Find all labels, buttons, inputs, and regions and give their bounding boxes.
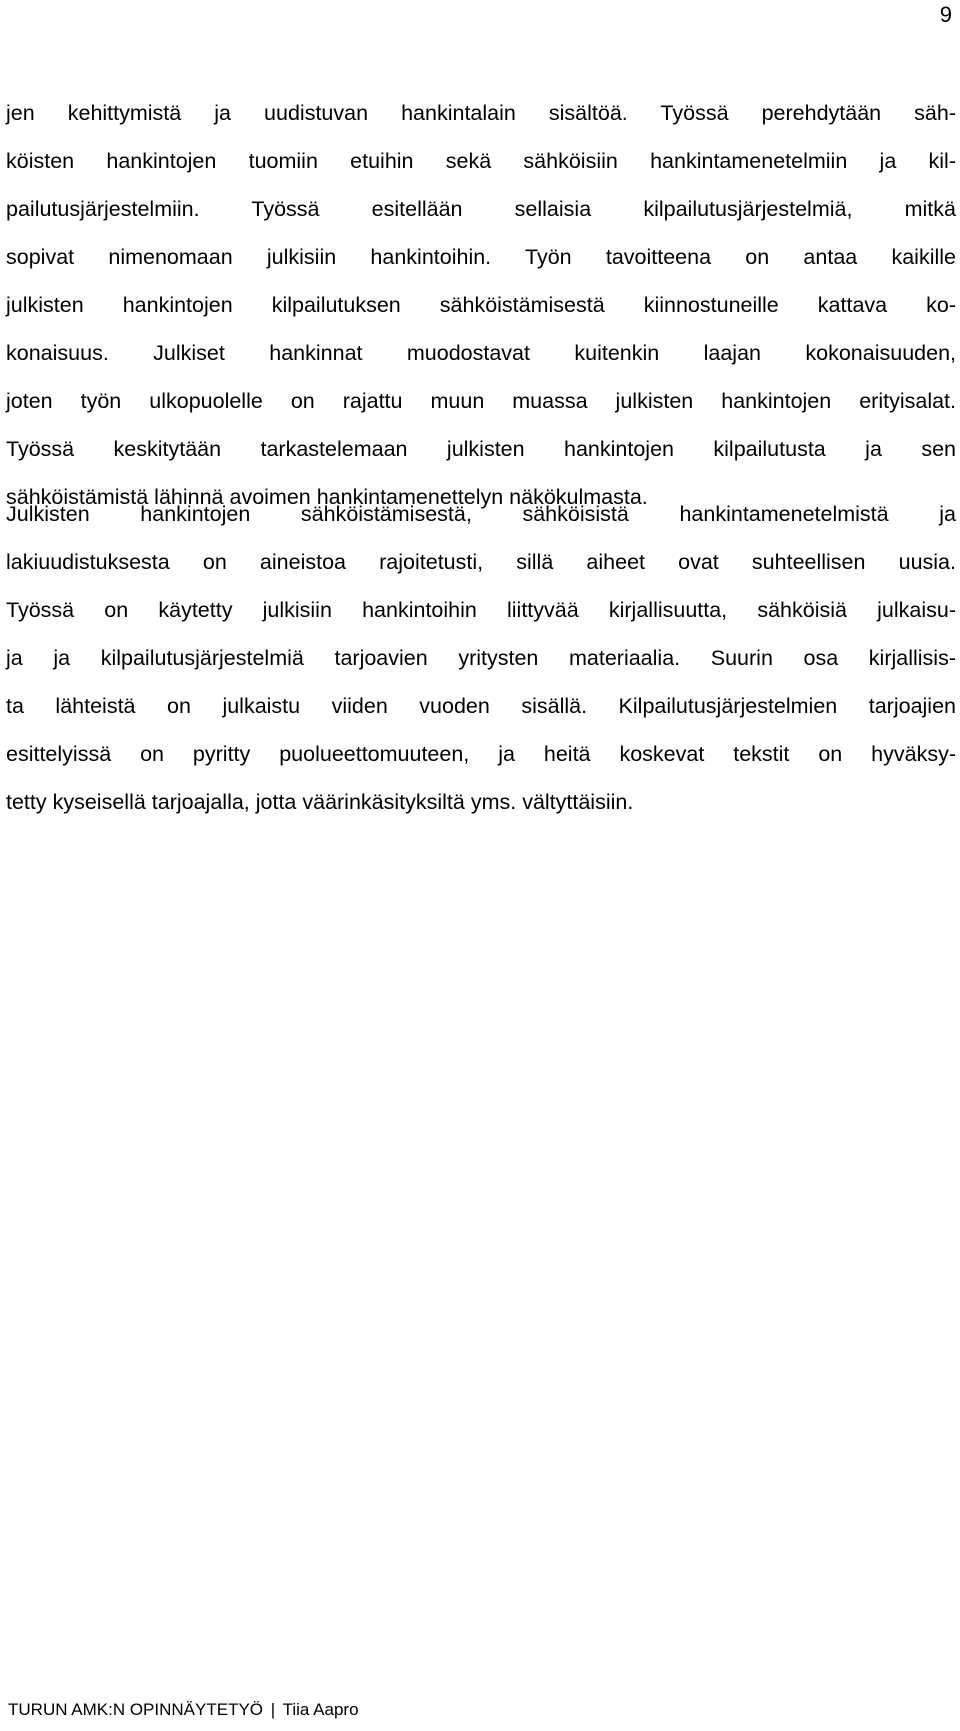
text-line: julkisten hankintojen kilpailutuksen sähköistämisestä kiinnostuneille kattava ko- [6,293,956,317]
text-line: sopivat nimenomaan julkisiin hankintoihin. Työn tavoitteena on antaa kaikille [6,245,956,269]
text-line: Julkisten hankintojen sähköistämisestä, sähköisistä hankintamenetelmistä ja [6,502,956,526]
footer-institution: TURUN AMK:N OPINNÄYTETYÖ [8,1700,264,1719]
page-number: 9 [939,2,952,27]
text-line: esittelyissä on pyritty puolueettomuuteen, ja heitä koskevat tekstit on hyväksy- [6,742,956,766]
text-line: pailutusjärjestelmiin. Työssä esitellään sellaisia kilpailutusjärjestelmiä, mitkä [6,197,956,221]
text-line: Työssä keskitytään tarkastelemaan julkisten hankintojen kilpailutusta ja sen [6,437,956,461]
text-line: ta lähteistä on julkaistu viiden vuoden sisällä. Kilpailutusjärjestelmien tarjoajien [6,694,956,718]
text-line: konaisuus. Julkiset hankinnat muodostavat kuitenkin laajan kokonaisuuden, [6,341,956,365]
page-footer [8,1700,359,1720]
text-line: köisten hankintojen tuomiin etuihin sekä sähköisiin hankintamenetelmiin ja kil- [6,149,956,173]
paragraph-scope [6,89,956,521]
text-line: jen kehittymistä ja uudistuvan hankintalain sisältöä. Työssä perehdytään säh- [6,101,956,125]
text-line: lakiuudistuksesta on aineistoa rajoitetusti, sillä aiheet ovat suhteellisen uusia. [6,550,956,574]
paragraph-sources [6,490,956,826]
footer-separator: | [270,1700,276,1719]
text-line: tetty kyseisellä tarjoajalla, jotta väärinkäsityksiltä yms. vältyttäisiin. [6,790,634,814]
text-line: sähköistämistä lähinnä avoimen hankintamenettelyn näkökulmasta. [6,485,648,509]
footer-author: Tiia Aapro [282,1700,359,1719]
text-line: Työssä on käytetty julkisiin hankintoihin liittyvää kirjallisuutta, sähköisiä julkaisu- [6,598,956,622]
text-line: ja ja kilpailutusjärjestelmiä tarjoavien yritysten materiaalia. Suurin osa kirjallisis- [6,646,956,670]
text-line: joten työn ulkopuolelle on rajattu muun muassa julkisten hankintojen erityisalat. [6,389,956,413]
